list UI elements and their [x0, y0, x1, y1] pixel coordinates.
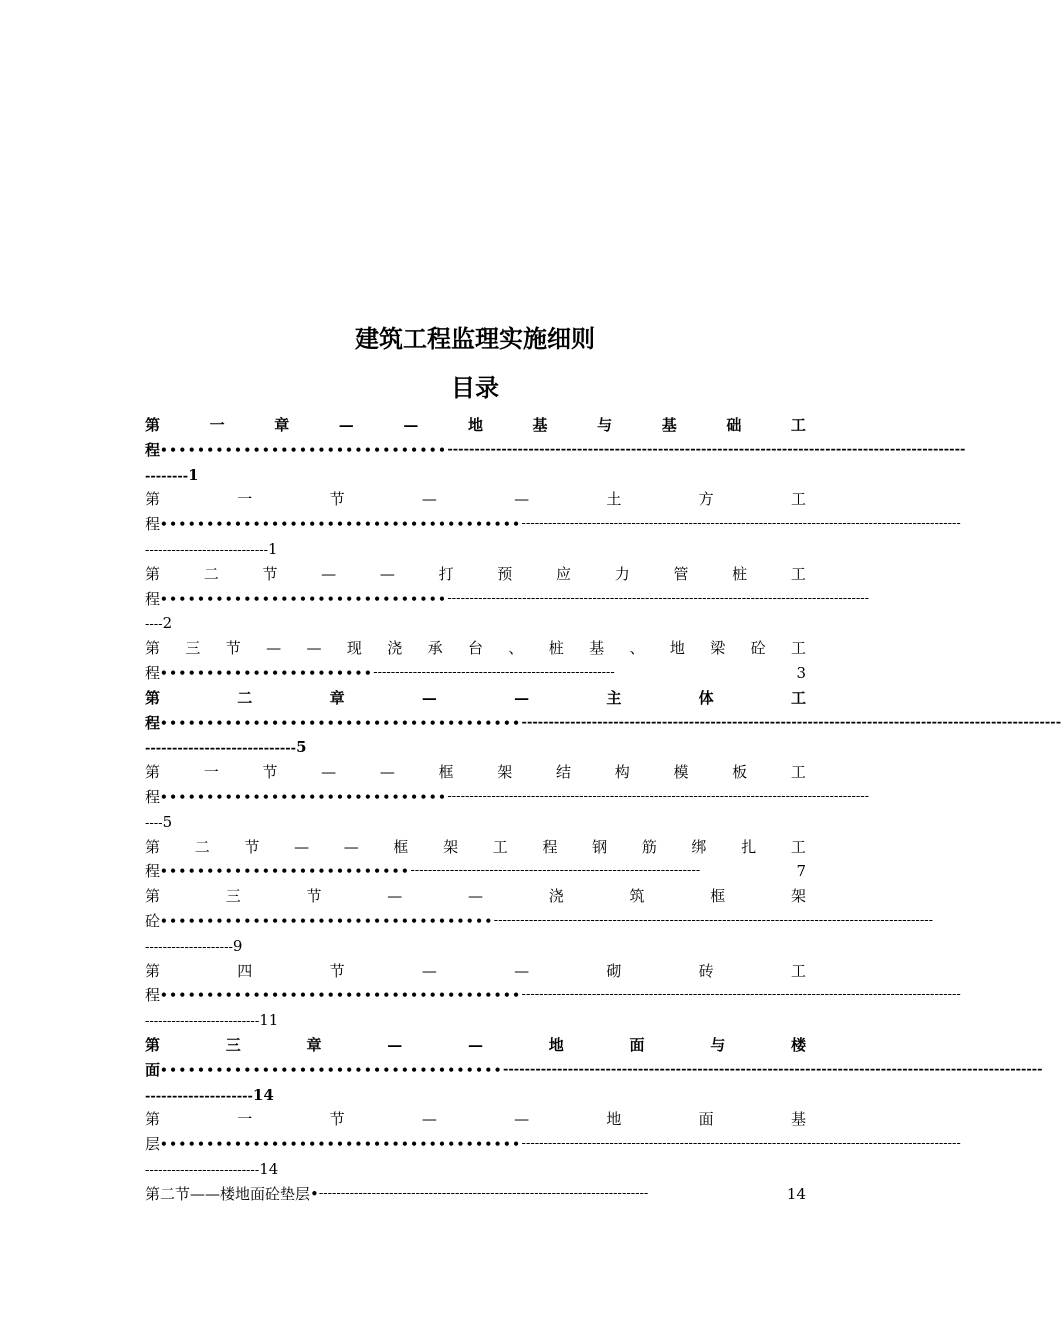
toc-char: 二: [194, 837, 210, 856]
toc-char: —: [321, 763, 337, 782]
toc-char: 工: [790, 688, 806, 707]
toc-dash-continuation: --------: [145, 468, 189, 484]
toc-char: 节: [262, 763, 278, 782]
toc-char: 主: [606, 688, 622, 707]
toc-char: 一: [203, 763, 219, 782]
toc-char: 二: [237, 688, 253, 707]
toc-char: 工: [790, 490, 806, 509]
toc-char: —: [514, 961, 530, 980]
toc-entry-continuation: [145, 735, 806, 760]
toc-lead-char: 程: [145, 787, 161, 806]
toc-dot-leader: ••••••••••••••••••••••••••••••••••••: [160, 913, 494, 928]
toc-char: 预: [497, 564, 513, 583]
toc-char: 工: [790, 564, 806, 583]
toc-char: 钢: [592, 837, 608, 856]
toc-char: 结: [556, 763, 572, 782]
toc-char: 承: [427, 639, 443, 658]
toc-char: 节: [225, 639, 241, 658]
toc-char: 梁: [710, 639, 726, 658]
toc-char: 与: [710, 1035, 726, 1054]
toc-char: 管: [673, 564, 689, 583]
toc-char: 第: [145, 837, 161, 856]
toc-char: 第: [145, 961, 161, 980]
toc-char: 构: [614, 763, 630, 782]
toc-char: 程: [542, 837, 558, 856]
toc-entry[interactable]: [145, 1107, 961, 1181]
toc-entry[interactable]: [145, 636, 806, 686]
toc-char: 工: [790, 639, 806, 658]
toc-char: —: [306, 639, 322, 658]
toc-dot-leader: •••••••••••••••••••••••••••: [160, 864, 411, 879]
toc-dash-leader: ----------------------------------------------------------------------------------------------------: [503, 1061, 1043, 1077]
toc-entry-title: [145, 835, 806, 860]
toc-entry-continuation: [145, 463, 806, 488]
toc-char: 面: [629, 1035, 645, 1054]
toc-page-number: 3: [796, 663, 806, 682]
toc-dash-leader: ------------------------------------------------------------------------------------------------: [447, 590, 870, 606]
toc-char: 第: [145, 639, 161, 658]
toc-char: —: [421, 490, 437, 509]
toc-char: 节: [329, 961, 345, 980]
toc-char: 一: [237, 1110, 253, 1129]
toc-char: 工: [790, 961, 806, 980]
toc-entry[interactable]: [145, 562, 870, 636]
toc-char: —: [379, 564, 395, 583]
toc-char: 章: [306, 1035, 322, 1054]
toc-page-number: 5: [162, 812, 173, 831]
toc-entry-continuation: [145, 611, 806, 636]
toc-char: 三: [185, 639, 201, 658]
toc-dot-leader: •••••••••••••••••••••••: [160, 665, 374, 680]
toc-char: 工: [790, 763, 806, 782]
toc-char: 章: [274, 416, 290, 434]
toc-char: 三: [225, 1035, 241, 1054]
toc-char: 第: [145, 688, 161, 707]
toc-dot-leader: •••••••••••••••••••••••••••••••••••••••: [160, 715, 522, 730]
toc-char: 楼: [790, 1035, 806, 1054]
toc-entry-leader: [145, 711, 1061, 736]
toc-char: —: [387, 1035, 403, 1054]
toc-entry-leader: [145, 587, 870, 612]
toc-dot-leader: •••••••••••••••••••••••••••••••: [160, 789, 448, 804]
toc-dash-continuation: --------------------: [145, 1088, 253, 1104]
toc-lead-char: 砼: [145, 911, 161, 930]
toc-char: 节: [244, 837, 260, 856]
toc-char: 砖: [698, 961, 714, 980]
toc-char: 桩: [732, 564, 748, 583]
toc-char: 板: [732, 763, 748, 782]
toc-char: 第: [145, 887, 161, 906]
toc-char: 绑: [691, 837, 707, 856]
toc-char: 架: [497, 763, 513, 782]
toc-char: 一: [237, 490, 253, 509]
toc-dash-continuation: ----------------------------: [145, 542, 268, 558]
toc-entry-title: [145, 413, 806, 438]
toc-page-number: 14: [786, 1184, 806, 1203]
toc-char: 节: [306, 887, 322, 906]
toc-char: 第: [145, 763, 161, 782]
toc-entry[interactable]: [145, 884, 933, 958]
toc-entry-continuation: [145, 1083, 806, 1108]
toc-entry-title: [145, 1107, 806, 1132]
toc-entry-leader: [145, 438, 966, 463]
toc-char: 模: [673, 763, 689, 782]
toc-char: 应: [556, 564, 572, 583]
toc-char: 现: [346, 639, 362, 658]
toc-char: 浇: [387, 639, 403, 658]
toc-char: 、: [508, 639, 524, 658]
toc-char: 工: [790, 416, 806, 434]
toc-dash-leader: ----------------------------------------------------------------------------------------------------: [493, 912, 933, 928]
toc-char: —: [379, 763, 395, 782]
toc-entry-leader: [145, 785, 870, 810]
toc-char: —: [514, 490, 530, 509]
toc-char: 砌: [606, 961, 622, 980]
toc-dash-continuation: ----: [145, 815, 163, 831]
toc-page-number: 1: [268, 539, 278, 558]
toc-dash-leader: ----------------------------------------------------------------------------------------------------: [521, 516, 961, 532]
toc-entry-title: [145, 760, 806, 785]
toc-entry[interactable]: [145, 760, 870, 834]
toc-dot-leader: •••••••••••••••••••••••••••••••••••••••: [160, 1137, 522, 1152]
toc-dot-leader: •••••••••••••••••••••••••••••••••••••: [160, 1062, 504, 1077]
toc-char: 三: [225, 887, 241, 906]
toc-char: —: [467, 1035, 483, 1054]
toc-char: 基: [589, 639, 605, 658]
toc-entry[interactable]: [145, 686, 1061, 760]
toc-char: —: [421, 688, 437, 707]
toc-page-number: 5: [296, 738, 307, 757]
toc-char: —: [514, 1110, 530, 1129]
toc-char: 第: [145, 1110, 161, 1129]
toc-lead-char: 面: [145, 1060, 161, 1079]
toc-char: 地: [606, 1110, 622, 1129]
toc-char: —: [266, 639, 282, 658]
toc-char: 浇: [548, 887, 564, 906]
toc-char: —: [421, 961, 437, 980]
toc-entry-continuation: [145, 1008, 806, 1033]
toc-char: 第: [145, 564, 161, 583]
toc-entry-leader: [145, 512, 961, 537]
toc-dot-leader: •••••••••••••••••••••••••••••••••••••••: [160, 517, 522, 532]
toc-page-number: 2: [162, 614, 173, 633]
toc-dash-continuation: --------------------------: [145, 1014, 260, 1030]
toc-entry[interactable]: [145, 413, 966, 487]
toc-dash-leader: ----------------------------------------------------------------------------------------------------: [521, 1136, 961, 1152]
toc-dash-leader: ------------------------------------------------------------------: [410, 863, 701, 879]
toc-char: 土: [606, 490, 622, 509]
toc-page-number: 14: [252, 1085, 274, 1104]
toc-char: —: [343, 837, 359, 856]
toc-entry-title: 第二节——楼地面砼垫层•: [145, 1184, 319, 1203]
toc-dash-leader: ----------------------------------------------------------------------------------------------------: [521, 987, 961, 1003]
toc-entry-continuation: [145, 810, 806, 835]
toc-entry[interactable]: [145, 487, 961, 561]
toc-char: —: [387, 887, 403, 906]
toc-lead-char: 程: [145, 663, 161, 682]
toc-entry-continuation: [145, 537, 806, 562]
toc-entry-title: [145, 487, 806, 512]
toc-dash-continuation: --------------------------: [145, 1162, 260, 1178]
table-of-contents: [145, 413, 1061, 1207]
toc-char: 础: [726, 416, 742, 434]
toc-char: 方: [698, 490, 714, 509]
toc-char: —: [403, 416, 419, 434]
toc-entry-title: [145, 562, 806, 587]
toc-char: 架: [443, 837, 459, 856]
toc-entry-continuation: [145, 1157, 806, 1182]
toc-page-number: 1: [188, 465, 199, 484]
toc-char: 二: [203, 564, 219, 583]
toc-heading: 目录: [451, 373, 499, 402]
toc-dash-leader: ----------------------------------------------------------------------------------------------------: [521, 714, 1061, 730]
toc-dash-leader: ------------------------------------------------------------------------------------------------: [447, 441, 966, 457]
toc-char: 基: [661, 416, 677, 434]
toc-lead-char: 程: [145, 589, 161, 608]
toc-entry-continuation: [145, 934, 806, 959]
toc-dash-leader: -------------------------------------------------------: [373, 664, 615, 680]
toc-char: 第: [145, 416, 161, 434]
toc-dash-continuation: ----: [145, 617, 163, 633]
toc-char: 第: [145, 490, 161, 509]
toc-char: 台: [467, 639, 483, 658]
toc-entry-leader: [145, 1058, 1043, 1083]
toc-entry-title: [145, 884, 806, 909]
toc-char: 基: [790, 1110, 806, 1129]
toc-dash-continuation: --------------------: [145, 939, 233, 955]
toc-entry-title: [145, 1033, 806, 1058]
toc-lead-char: 程: [145, 986, 161, 1005]
toc-char: 筋: [641, 837, 657, 856]
toc-char: 、: [629, 639, 645, 658]
toc-char: 工: [492, 837, 508, 856]
toc-lead-char: 程: [145, 713, 161, 732]
toc-char: 力: [614, 564, 630, 583]
toc-char: 地: [548, 1035, 564, 1054]
toc-char: —: [338, 416, 354, 434]
toc-char: —: [321, 564, 337, 583]
toc-entry-leader: [145, 661, 806, 686]
toc-char: 桩: [548, 639, 564, 658]
toc-char: 扎: [741, 837, 757, 856]
toc-dot-leader: •••••••••••••••••••••••••••••••: [160, 442, 448, 457]
toc-entry-leader: [145, 859, 806, 884]
toc-char: —: [467, 887, 483, 906]
toc-char: 架: [790, 887, 806, 906]
toc-lead-char: 层: [145, 1135, 161, 1154]
toc-char: —: [294, 837, 310, 856]
toc-entry-title: [145, 959, 806, 984]
toc-char: 节: [262, 564, 278, 583]
toc-char: 体: [698, 688, 714, 707]
toc-page-number: 9: [232, 936, 243, 955]
toc-char: 框: [438, 763, 454, 782]
toc-entry-leader: [145, 909, 933, 934]
document-title: 建筑工程监理实施细则: [355, 324, 595, 353]
toc-entry-title: [145, 686, 806, 711]
toc-lead-char: 程: [145, 862, 161, 881]
toc-char: 框: [393, 837, 409, 856]
toc-dash-continuation: ----------------------------: [145, 741, 297, 757]
toc-char: 章: [329, 688, 345, 707]
toc-char: 基: [532, 416, 548, 434]
toc-page-number: 7: [796, 862, 806, 881]
toc-dot-leader: •••••••••••••••••••••••••••••••••••••••: [160, 988, 522, 1003]
toc-char: 打: [438, 564, 454, 583]
toc-char: 工: [790, 837, 806, 856]
toc-dash-leader: ------------------------------------------------------------------------------------------------: [447, 788, 870, 804]
toc-char: 四: [237, 961, 253, 980]
toc-lead-char: 程: [145, 515, 161, 534]
toc-char: 框: [710, 887, 726, 906]
toc-entry[interactable]: [145, 959, 961, 1033]
toc-entry-leader: [145, 1132, 961, 1157]
toc-entry[interactable]: [145, 835, 806, 885]
toc-char: 地: [467, 416, 483, 434]
toc-entry-leader: [145, 1182, 806, 1207]
toc-char: 第: [145, 1035, 161, 1054]
toc-lead-char: 程: [145, 440, 161, 459]
toc-entry[interactable]: [145, 1182, 806, 1207]
toc-dash-leader: ---------------------------------------------------------------------------: [318, 1185, 649, 1201]
toc-char: 筑: [629, 887, 645, 906]
toc-page-number: 11: [259, 1011, 279, 1030]
toc-char: 与: [597, 416, 613, 434]
toc-char: —: [514, 688, 530, 707]
toc-char: 节: [329, 490, 345, 509]
toc-char: 节: [329, 1110, 345, 1129]
toc-entry-title: [145, 636, 806, 661]
toc-entry-leader: [145, 983, 961, 1008]
toc-entry[interactable]: [145, 1033, 1043, 1107]
toc-char: 面: [698, 1110, 714, 1129]
toc-char: 地: [669, 639, 685, 658]
toc-char: 砼: [750, 639, 766, 658]
toc-dot-leader: •••••••••••••••••••••••••••••••: [160, 591, 448, 606]
toc-page-number: 14: [259, 1159, 279, 1178]
toc-char: —: [421, 1110, 437, 1129]
toc-char: 一: [209, 416, 225, 434]
